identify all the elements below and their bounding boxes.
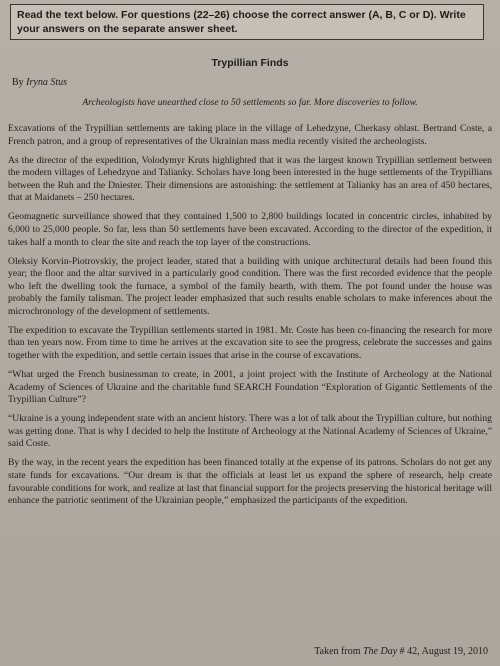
paragraph-7: “Ukraine is a young independent state with an ancient history. There was a lot of talk about the Trypillian culture, but nothing was getting done. That is why I decided to help the Institute of Archeology at the National Academy of Sciences of Ukraine,” said Coste.	[8, 413, 492, 450]
article-title: Trypillian Finds	[211, 57, 289, 69]
paragraph-6: “What urged the French businessman to create, in 2001, a joint project with the Institute of Archeology at the National Academy of Sciences of Ukraine and the charitable fund SEARCH Foundation “Exploration of Gigantic Settlements of the Trypillian Culture”?	[8, 369, 492, 406]
author-name: Iryna Stus	[26, 77, 68, 88]
byline	[12, 77, 67, 88]
article-body	[8, 123, 492, 514]
article-subtitle: Archeologists have unearthed close to 50 settlements so far. More discoveries to follow.	[82, 97, 418, 108]
instruction-box: Read the text below. For questions (22–26) choose the correct answer (A, B, C or D). Write your answers on the separate answer sheet.	[10, 4, 484, 40]
source-publication: The Day	[362, 646, 398, 657]
paragraph-4: Oleksiy Korvin-Piotrovskiy, the project leader, stated that a building with unique architectural details had been found this year; the floor and the altar survived in a particularly good condition. There was the first recorded evidence that the people who left the dwelling took the furnace, a symbol of the family hearth, with them. The pot found under the house was probably the family talisman. The project leader emphasized that such results enable scholars to make inferences about the microchronology of the development of settlements.	[8, 255, 492, 317]
paragraph-1: Excavations of the Trypillian settlements are taking place in the village of Lehedzyne, Cherkasy oblast. Bertrand Coste, a French patron, and a group of representatives of the Ukrainian mass media recently visited the archeologists.	[8, 123, 492, 147]
byline-prefix: By	[12, 77, 24, 88]
source-prefix: Taken from	[314, 646, 361, 657]
paragraph-3: Geomagnetic surveillance showed that they contained 1,500 to 2,800 buildings located in concentric circles, inhabited by 6,000 to 25,000 people. So far, less than 50 settlements have been excavated. According to the director of the expedition, it takes half a month to clear the site and reach the top layer of the constructions.	[8, 211, 492, 248]
source-issue: # 42, August 19, 2010	[399, 646, 488, 657]
paragraph-8: By the way, in the recent years the expedition has been financed totally at the expense of its patrons. Scholars do not get any state funds for excavations. “Our dream is that the officials at least let us expand the sphere of research, help create favourable conditions for work, and realize at last that financial support for the projects preserving the historical heritage will enhance the patriotic sentiment of the Ukrainian people,” emphasized the participants of the expedition.	[8, 457, 492, 507]
paragraph-2: As the director of the expedition, Volodymyr Kruts highlighted that it was the largest known Trypillian settlement between the modern villages of Lehedzyne and Talianky. Scholars have long been interested in the huge settlements of the Trypillians between the Ruh and the Dniester. Their dimensions are astonishing: the settlement at Talianky has an area of 450 hectares, that at Maidanets – 250 hectares.	[8, 154, 492, 204]
source-citation	[314, 646, 488, 657]
paragraph-5: The expedition to excavate the Trypillian settlements started in 1981. Mr. Coste has been co-financing the research for more than ten years now. From time to time he arrives at the excavation site to see the progress, celebrate the successes and gains together with the expedition, and settle certain issues that arise in the course of excavations.	[8, 324, 492, 362]
